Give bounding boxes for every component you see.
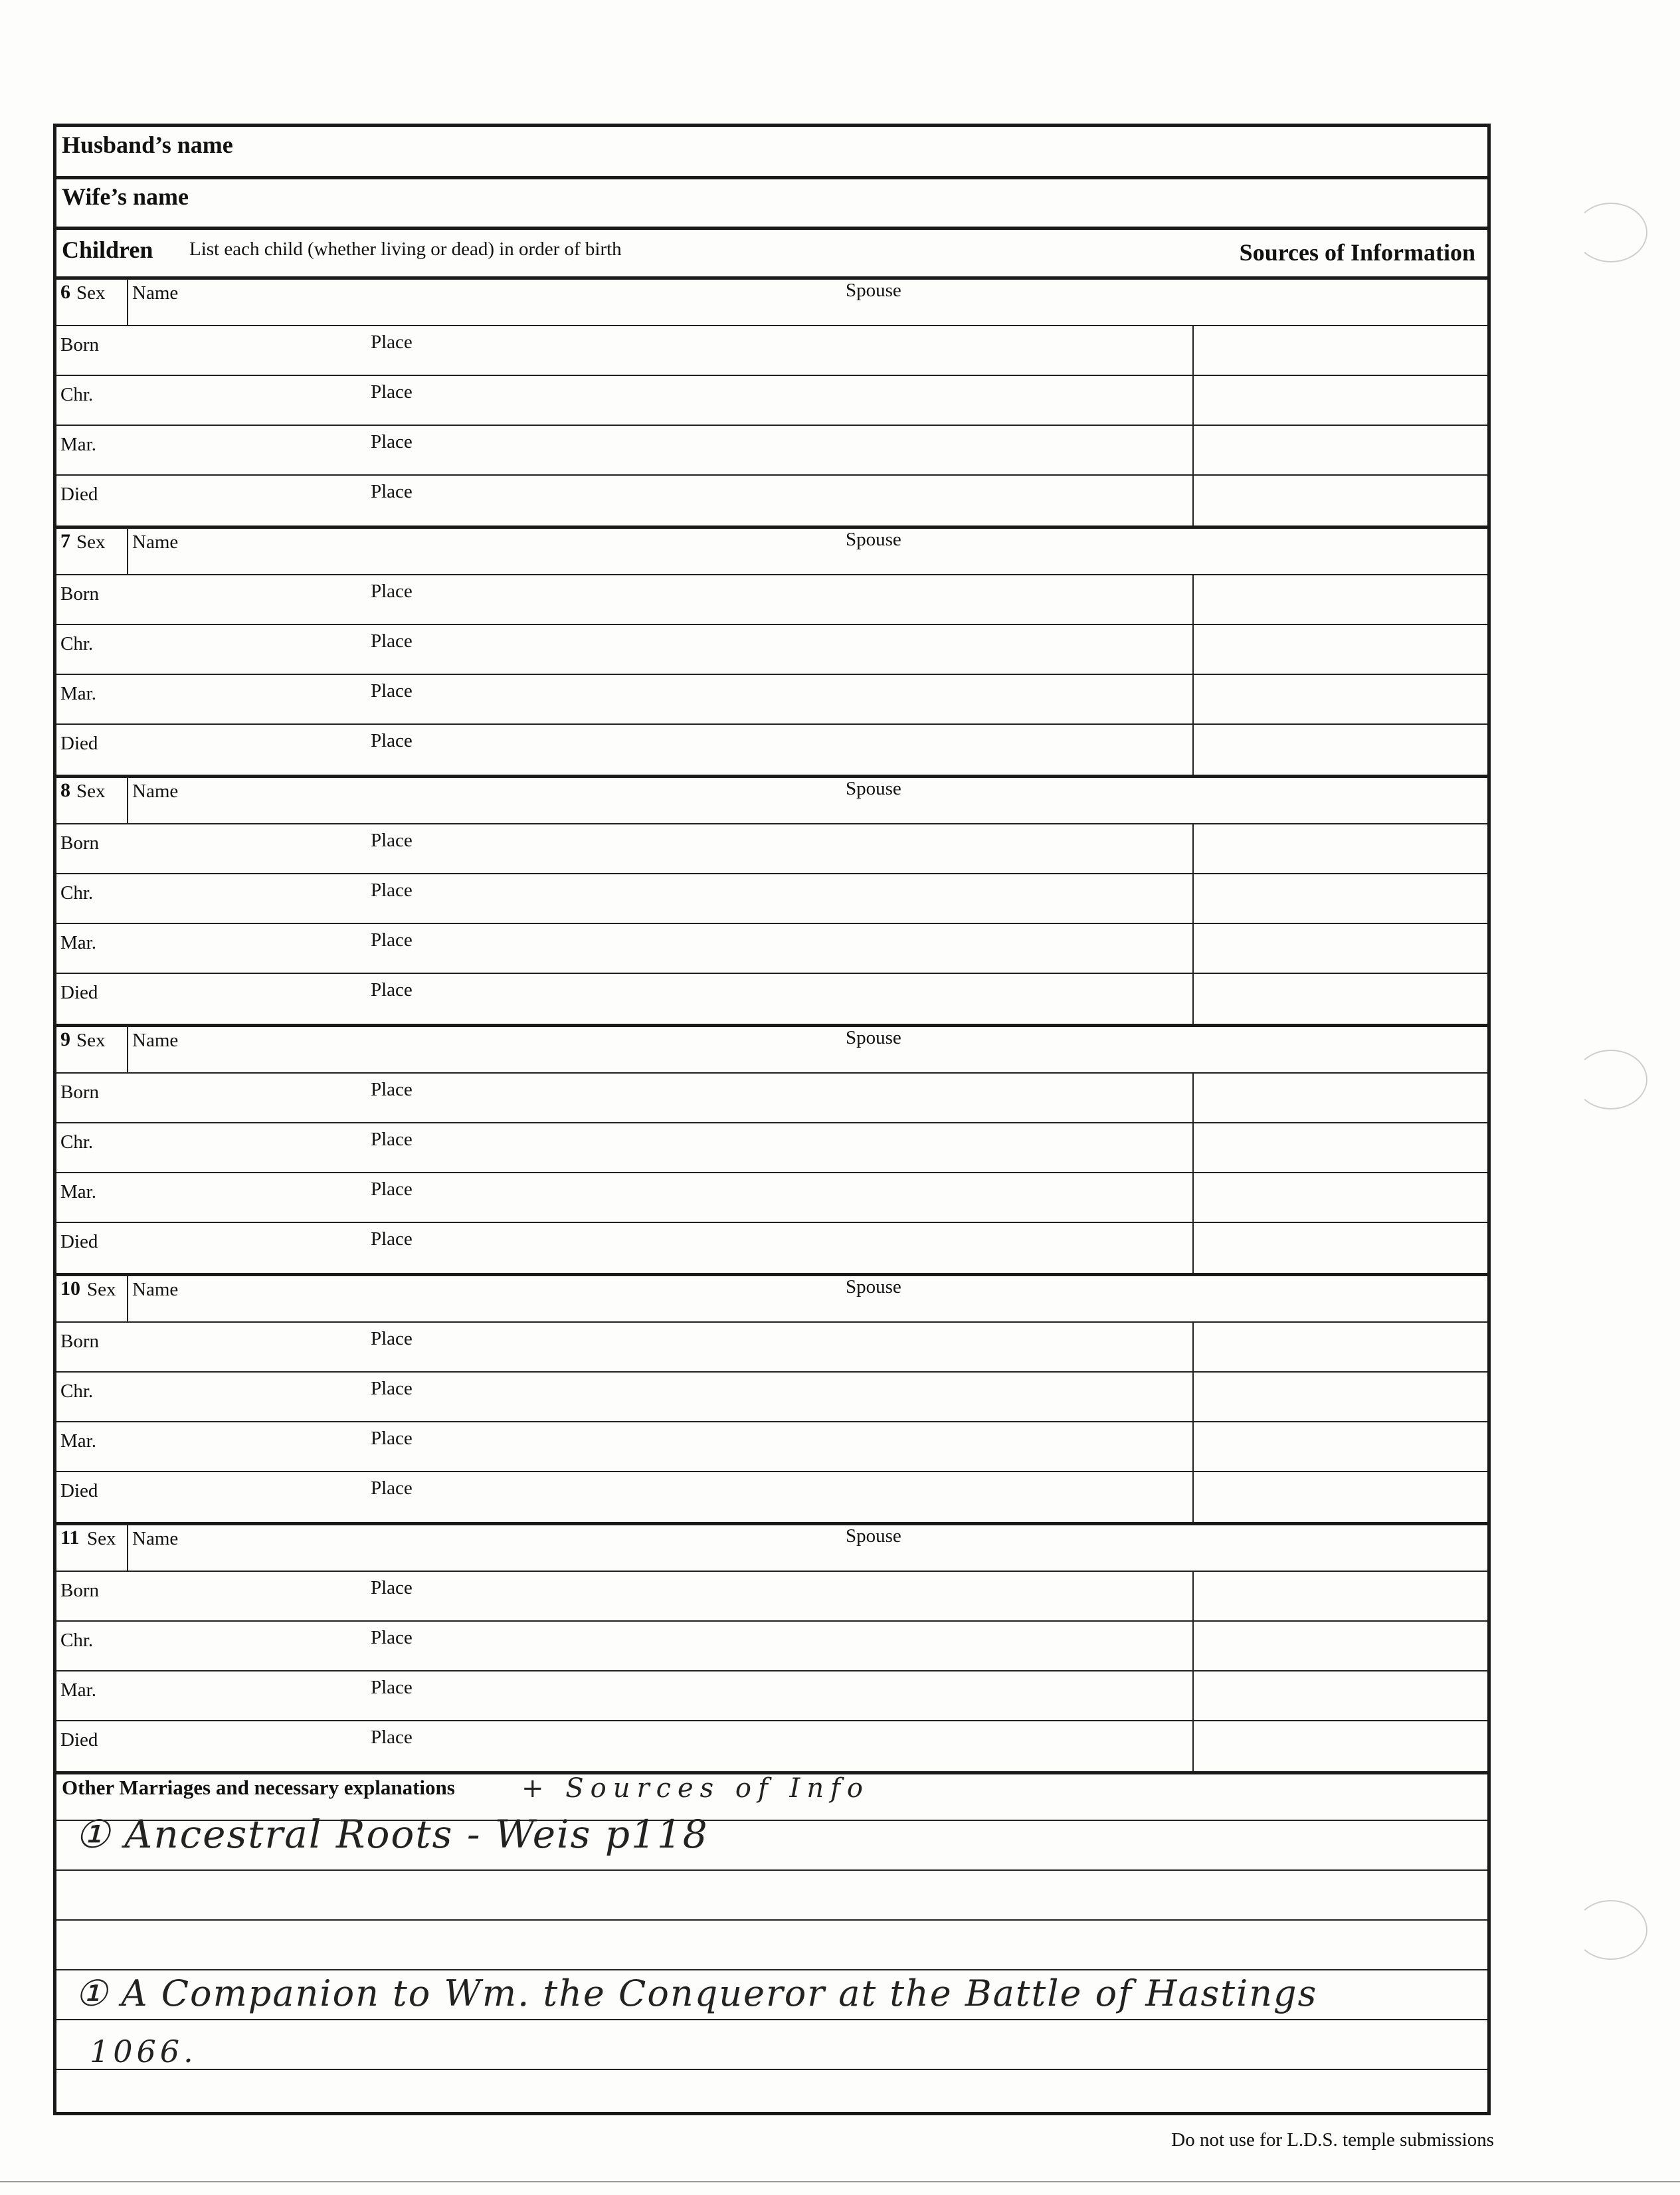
row-divider [56,574,1487,575]
chr-date-field[interactable]: Chr. [60,384,94,405]
born-place-field[interactable]: Place [371,332,413,353]
family-group-record-form [53,124,1491,2115]
mar-place-field[interactable]: Place [371,1677,413,1698]
died-date-field[interactable]: Died [60,484,98,505]
child-spouse-field[interactable]: Spouse [846,280,901,301]
husband-name-label: Husband’s name [62,132,233,158]
sex-divider [127,1275,128,1321]
row-divider [56,1571,1487,1572]
sex-divider [127,278,128,325]
child-block [56,278,1487,527]
died-place-field[interactable]: Place [371,1727,413,1748]
row-divider [56,674,1487,675]
writing-line [56,2069,1487,2070]
child-name-field[interactable]: Name [132,282,179,304]
chr-place-field[interactable]: Place [371,1129,413,1150]
mar-date-field[interactable]: Mar. [60,932,96,953]
row-divider [56,425,1487,426]
handwritten-note: ① Ancestral Roots - Weis p118 [75,1812,709,1857]
born-place-field[interactable]: Place [371,1577,413,1598]
child-block [56,777,1487,1026]
sources-column-divider [1192,1571,1194,1773]
row-divider [56,1122,1487,1123]
chr-date-field[interactable]: Chr. [60,882,94,904]
sex-label: Sex [76,781,106,802]
child-block [56,1524,1487,1773]
row-divider [56,375,1487,376]
writing-line [56,1919,1487,1921]
mar-place-field[interactable]: Place [371,1179,413,1200]
binder-hole-middle [1574,1050,1647,1109]
died-place-field[interactable]: Place [371,730,413,751]
sex-label: Sex [76,282,106,304]
writing-line [56,2019,1487,2020]
mar-date-field[interactable]: Mar. [60,1181,96,1202]
chr-date-field[interactable]: Chr. [60,1630,94,1651]
mar-date-field[interactable]: Mar. [60,1430,96,1452]
sources-column-divider [1192,1072,1194,1275]
writing-line [56,1969,1487,1970]
sex-label: Sex [87,1279,116,1300]
born-place-field[interactable]: Place [371,581,413,602]
other-marriages-label: Other Marriages and necessary explanations [62,1776,455,1799]
wife-name-label: Wife’s name [62,183,189,210]
binder-hole-bottom [1574,1900,1647,1960]
show-through-artifact [857,66,876,123]
handwritten-note: 1066. [90,2034,197,2069]
row-divider [56,973,1487,974]
row-divider [56,1172,1487,1173]
divider [56,176,1487,179]
row-divider [56,325,1487,326]
child-name-field[interactable]: Name [132,1030,179,1051]
mar-place-field[interactable]: Place [371,431,413,452]
row-divider [56,1222,1487,1223]
row-divider [56,1471,1487,1472]
sources-column-divider [1192,325,1194,527]
row-divider [56,1620,1487,1622]
born-date-field[interactable]: Born [60,1082,99,1103]
chr-place-field[interactable]: Place [371,630,413,652]
born-place-field[interactable]: Place [371,1328,413,1349]
sex-divider [127,1026,128,1072]
sex-divider [127,777,128,823]
born-date-field[interactable]: Born [60,1331,99,1352]
row-divider [56,1670,1487,1671]
child-block [56,1026,1487,1275]
died-date-field[interactable]: Died [60,1231,98,1252]
died-place-field[interactable]: Place [371,481,413,502]
child-name-field[interactable]: Name [132,1279,179,1300]
row-divider [56,474,1487,476]
sex-label: Sex [76,531,106,553]
mar-date-field[interactable]: Mar. [60,683,96,704]
child-number: 10 [60,1278,80,1299]
died-date-field[interactable]: Died [60,733,98,754]
sources-of-information-label: Sources of Information [1239,239,1475,266]
children-instructions: List each child (whether living or dead) in order of birth [189,239,622,260]
mar-date-field[interactable]: Mar. [60,1679,96,1701]
chr-place-field[interactable]: Place [371,1378,413,1399]
born-date-field[interactable]: Born [60,334,99,355]
died-date-field[interactable]: Died [60,1480,98,1501]
child-spouse-field[interactable]: Spouse [846,1276,901,1297]
child-block [56,1275,1487,1524]
row-divider [56,1321,1487,1323]
children-label: Children [62,237,153,263]
child-number: 9 [60,1028,70,1050]
child-number: 6 [60,281,70,303]
died-place-field[interactable]: Place [371,1478,413,1499]
other-marriages-section [56,1773,1487,2112]
sex-divider [127,527,128,574]
died-date-field[interactable]: Died [60,982,98,1003]
handwritten-note: ① A Companion to Wm. the Conqueror at the Battle of Hastings [75,1972,1318,2014]
born-date-field[interactable]: Born [60,1580,99,1601]
child-number: 8 [60,779,70,801]
row-divider [56,1421,1487,1422]
sex-label: Sex [87,1528,116,1549]
chr-date-field[interactable]: Chr. [60,633,94,654]
sources-column-divider [1192,823,1194,1026]
footer-notice: Do not use for L.D.S. temple submissions [1171,2129,1494,2150]
born-place-field[interactable]: Place [371,1079,413,1100]
sources-column-divider [1192,574,1194,777]
row-divider [56,823,1487,824]
child-name-field[interactable]: Name [132,1528,179,1549]
child-number: 7 [60,530,70,552]
child-spouse-field[interactable]: Spouse [846,529,901,550]
chr-place-field[interactable]: Place [371,880,413,901]
mar-date-field[interactable]: Mar. [60,434,96,455]
mar-place-field[interactable]: Place [371,1428,413,1449]
child-spouse-field[interactable]: Spouse [846,778,901,799]
chr-place-field[interactable]: Place [371,381,413,403]
child-name-field[interactable]: Name [132,531,179,553]
binder-hole-top [1574,203,1647,262]
died-place-field[interactable]: Place [371,1228,413,1250]
handwritten-sources-heading: + Sources of Info [521,1773,870,1804]
born-date-field[interactable]: Born [60,832,99,854]
mar-place-field[interactable]: Place [371,680,413,702]
chr-place-field[interactable]: Place [371,1627,413,1648]
died-date-field[interactable]: Died [60,1729,98,1751]
row-divider [56,923,1487,924]
row-divider [56,723,1487,725]
mar-place-field[interactable]: Place [371,929,413,951]
child-number: 11 [60,1527,80,1549]
born-place-field[interactable]: Place [371,830,413,851]
child-name-field[interactable]: Name [132,781,179,802]
row-divider [56,1720,1487,1721]
page-edge [0,2181,1680,2182]
died-place-field[interactable]: Place [371,979,413,1001]
child-block [56,527,1487,777]
child-spouse-field[interactable]: Spouse [846,1027,901,1048]
row-divider [56,624,1487,625]
chr-date-field[interactable]: Chr. [60,1381,94,1402]
chr-date-field[interactable]: Chr. [60,1131,94,1153]
sex-divider [127,1524,128,1571]
row-divider [56,873,1487,874]
sources-column-divider [1192,1321,1194,1524]
row-divider [56,1072,1487,1074]
row-divider [56,1371,1487,1373]
child-spouse-field[interactable]: Spouse [846,1525,901,1547]
writing-line [56,1869,1487,1871]
sex-label: Sex [76,1030,106,1051]
born-date-field[interactable]: Born [60,583,99,605]
divider [56,227,1487,230]
